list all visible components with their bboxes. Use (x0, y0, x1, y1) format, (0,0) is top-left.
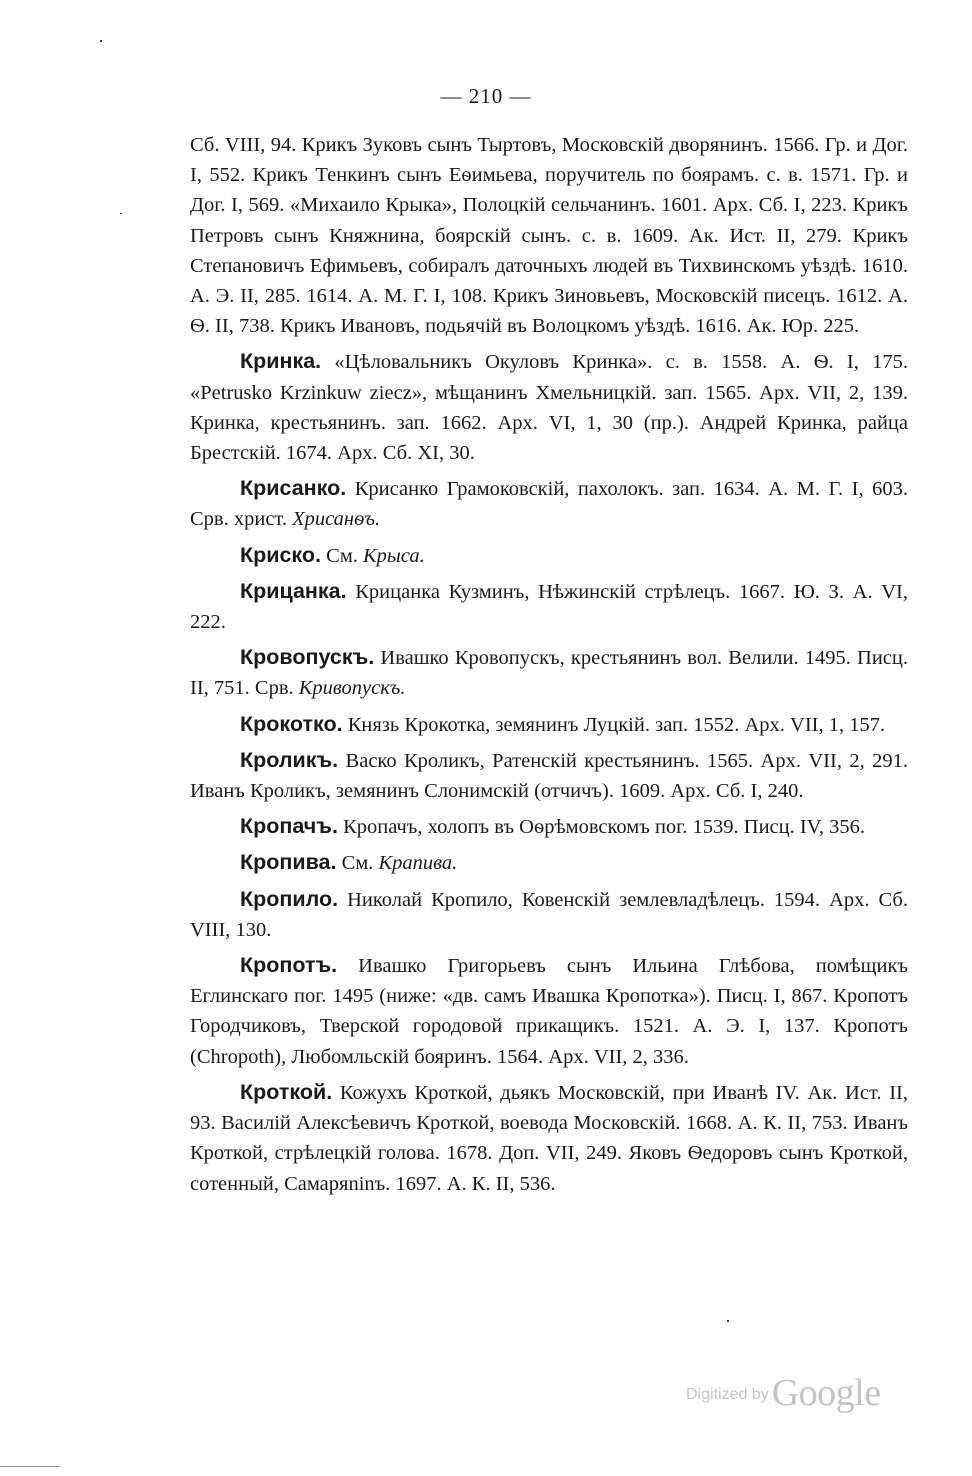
entry-headword: Крокотко. (240, 711, 343, 736)
entry-text: Николай Кропило, Ковенскій землевладѣлецъ. 1594. Арх. Сб. VIII, 130. (190, 888, 908, 941)
entry-krisko (190, 540, 908, 571)
digitized-watermark (686, 1371, 881, 1415)
scan-speck (727, 1320, 729, 1322)
entry-kropilo (190, 884, 908, 945)
entry-headword: Кровопускъ. (240, 645, 375, 670)
page-number: — 210 — (440, 84, 532, 108)
entry-text: Князь Крокотка, земянинъ Луцкій. зап. 1552. Арх. VII, 1, 157. (342, 713, 886, 736)
entry-headword: Кропачъ. (240, 814, 338, 839)
entry-headword: Кропотъ. (240, 953, 338, 978)
entry-headword: Кропива. (240, 850, 337, 875)
watermark-prefix: Digitized by (686, 1386, 769, 1403)
entry-text: Кропачъ, холопъ въ Оѳрѣмовскомъ пог. 1539. Писц. IV, 356. (337, 816, 865, 839)
scan-speck (100, 40, 102, 42)
entry-krinka (190, 346, 908, 468)
entry-headword: Кроликъ. (240, 747, 339, 772)
entry-text: См. (321, 544, 364, 567)
entry-text: См. (336, 852, 379, 875)
entry-kropot (190, 950, 908, 1072)
scan-speck (120, 213, 122, 214)
scan-edge-line (0, 1466, 60, 1467)
entry-headword: Кринка. (240, 349, 322, 374)
entry-text: Васко Кроликъ, Ратенскій крестьянинъ. 1565. Арх. VII, 2, 291. Иванъ Кроликъ, земянинъ Слонимскій (отчичъ). 1609. Арх. Сб. I, 240. (190, 749, 908, 803)
cross-reference: Крыса. (363, 544, 425, 567)
cross-reference: Хрисанѳъ. (292, 508, 381, 531)
entry-text: «Цѣловальникъ Окуловъ Кринка». с. в. 1558. А. Ѳ. I, 175. «Petrusko Krzinkuw ziecz», мѣщанинъ Хмельницкій. зап. 1565. Арх. VII, 2, 139. Кринка, крестьянинъ. зап. 1662. Арх. VI, 1, 30 (пр.). Андрей Кринка, райца Брестскій. 1674. Арх. Сб. XI, 30. (190, 351, 908, 465)
entry-text: Крисанко Грамоковскій, пахолокъ. зап. 1634. А. М. Г. I, 603. Срв. христ. (190, 478, 908, 531)
entry-continuation (190, 130, 908, 341)
entry-kritsanka (190, 576, 908, 637)
entry-headword: Кропило. (240, 886, 339, 911)
entry-krolik (190, 745, 908, 806)
cross-reference: Крапива. (378, 852, 458, 875)
entry-krotkoy (190, 1077, 908, 1199)
dictionary-text (190, 130, 908, 1204)
entry-text: Кожухъ Кроткой, дьякъ Московскій, при Иванѣ IV. Ак. Ист. II, 93. Василій Алексѣевичъ Кроткой, воевода Московскій. 1668. А. К. II, 753. Иванъ Кроткой, стрѣлецкій голова. 1678. Доп. VII, 249. Яковъ Ѳедоровъ сынъ Кроткой, сотенный, Самаряninъ. 1697. А. К. II, 536. (190, 1081, 908, 1195)
entry-kropach (190, 811, 908, 842)
entry-krokotko (190, 709, 908, 740)
entry-text: Ивашко Кровопускъ, крестьянинъ вол. Велили. 1495. Писц. II, 751. Срв. (190, 647, 908, 700)
google-logo: Google (771, 1372, 881, 1414)
entry-krovopusk (190, 642, 908, 703)
entry-headword: Криско. (240, 542, 322, 567)
entry-kropiva (190, 847, 908, 878)
entry-headword: Крицанка. (240, 578, 347, 603)
cross-reference: Кривопускъ. (298, 677, 406, 700)
entry-headword: Кроткой. (240, 1079, 333, 1104)
entry-krisanko (190, 473, 908, 534)
entry-text: Сб. VIII, 94. Крикъ Зуковъ сынъ Тыртовъ, Московскій дворянинъ. 1566. Гр. и Дог. I, 552. Крикъ Тенкинъ сынъ Еѳимьева, поручитель по боярамъ. с. в. 1571. Гр. и Дог. I, 569. «Михаило Крыка», Полоцкій сельчанинъ. 1601. Арх. Сб. I, 223. Крикъ Петровъ сынъ Княжнина, боярскій сынъ. с. в. 1609. Ак. Ист. II, 279. Крикъ Степановичъ Ефимьевъ, собиралъ даточныхъ людей въ Тихвинскомъ уѣздѣ. 1610. А. Э. II, 285. 1614. А. М. Г. I, 108. Крикъ Зиновьевъ, Московскій писецъ. 1612. А. Ѳ. II, 738. Крикъ Ивановъ, подьячій въ Волоцкомъ уѣздѣ. 1616. Ак. Юр. 225. (190, 134, 908, 338)
entry-headword: Крисанко. (240, 476, 347, 501)
entry-text: Ивашко Григорьевъ сынъ Ильина Глѣбова, помѣщикъ Еглинскаго пог. 1495 (ниже: «дв. самъ Ивашка Кропотка»). Писц. I, 867. Кропотъ Городчиковъ, Тверской городовой прикащикъ. 1521. А. Э. I, 137. Кропотъ (Chropoth), Любомльскій бояринъ. 1564. Арх. VII, 2, 336. (190, 955, 908, 1068)
entry-text: Крицанка Кузминъ, Нѣжинскій стрѣлецъ. 1667. Ю. З. А. VI, 222. (190, 580, 908, 634)
